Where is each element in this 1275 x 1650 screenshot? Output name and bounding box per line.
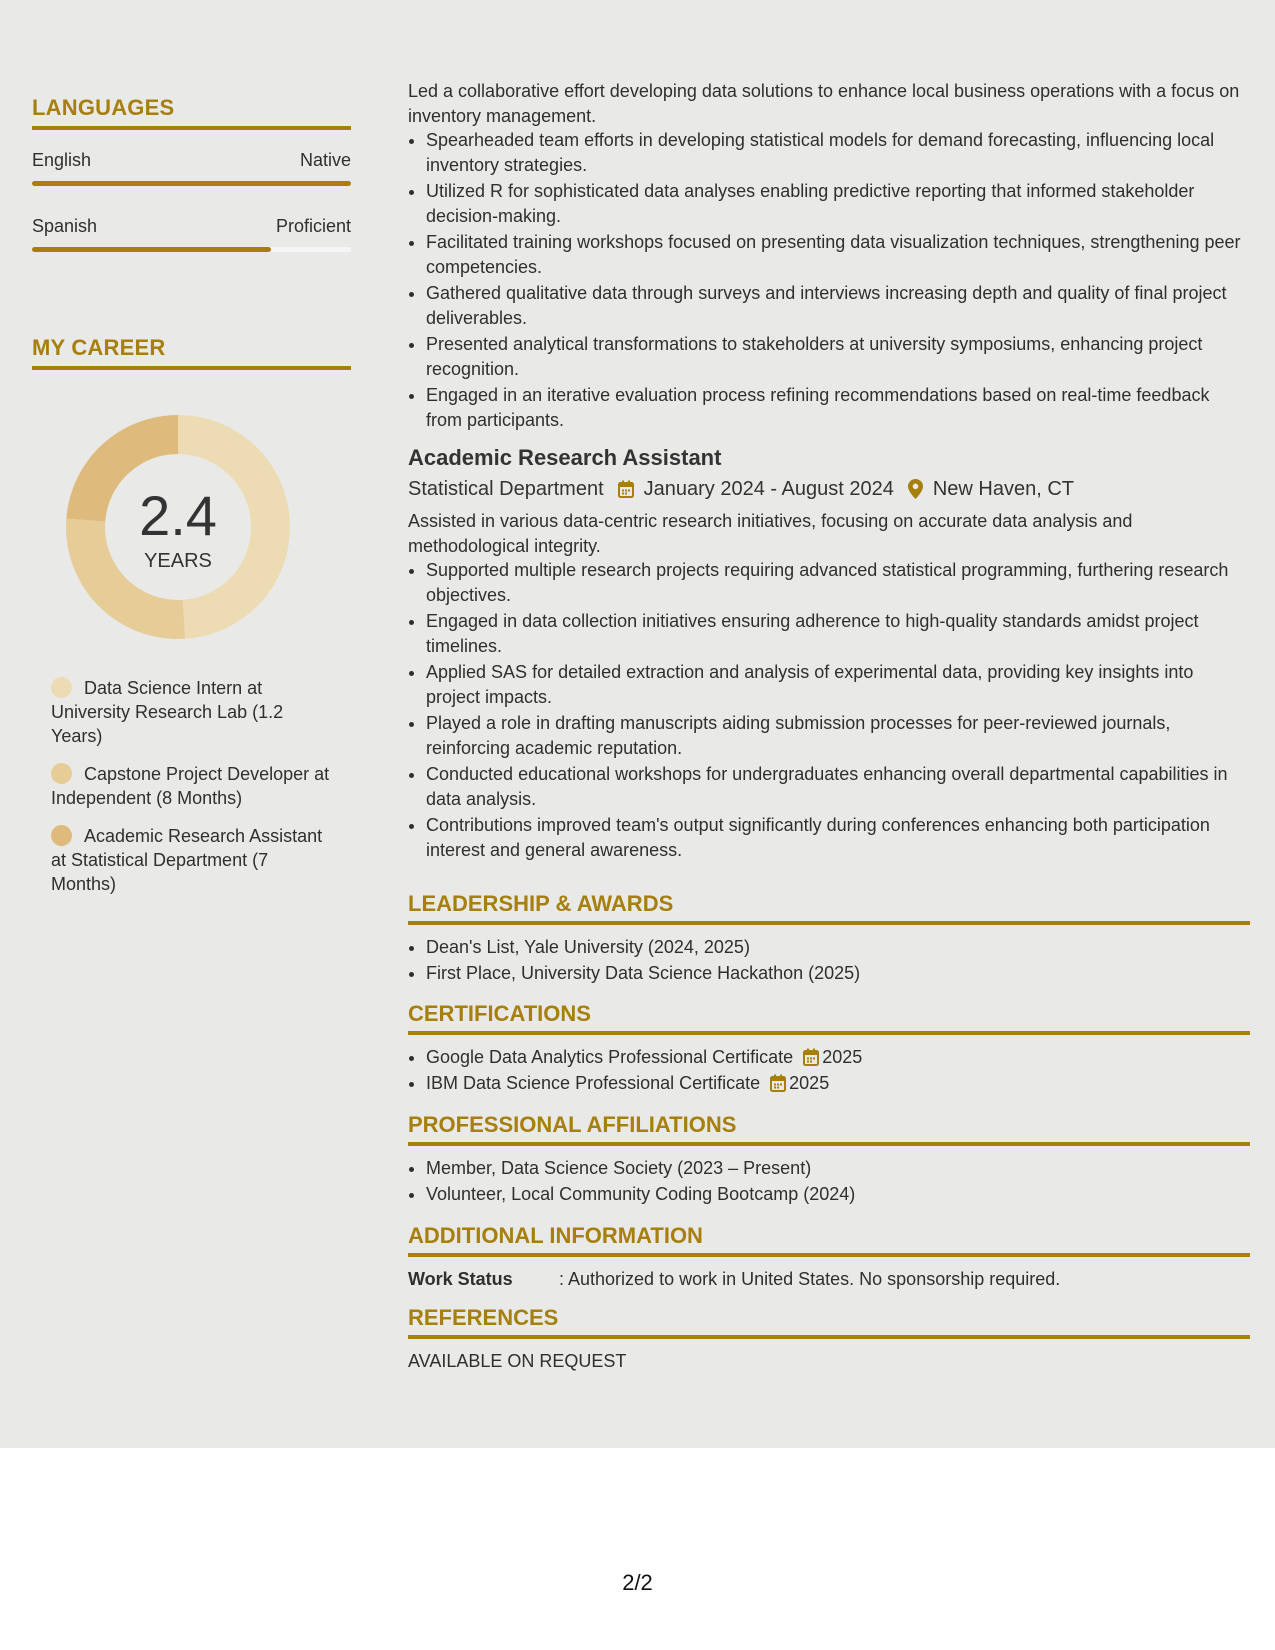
languages-title: LANGUAGES: [32, 95, 351, 130]
job-bullet: • Played a role in drafting manuscripts aiding submission processes for peer-reviewed journals, reinforcing academic reputation.: [426, 711, 1250, 760]
legend-dot: [51, 677, 72, 698]
career-legend-label: Academic Research Assistant at Statistical Department (7 Months): [51, 826, 323, 894]
references-text: AVAILABLE ON REQUEST: [408, 1350, 627, 1371]
experience-intro: Led a collaborative effort developing data solutions to enhance local business operations with a focus on inventory management.: [408, 81, 1240, 126]
career-legend-label: Data Science Intern at University Research Lab (1.2 Years): [51, 678, 284, 746]
languages-section: [32, 95, 351, 252]
work-status-value: : Authorized to work in United States. No sponsorship required.: [559, 1268, 1061, 1289]
job-bullet: • Supported multiple research projects requiring advanced statistical programming, furthering research objectives.: [426, 558, 1250, 607]
certification-name: Google Data Analytics Professional Certificate: [426, 1046, 794, 1067]
experience-bullets: [408, 128, 1250, 432]
language-level: Proficient: [275, 216, 351, 236]
experience-block: [408, 79, 1250, 864]
job-company: Statistical Department: [408, 477, 604, 500]
language-level-fill: [32, 181, 351, 186]
job-bullet: • Conducted educational workshops for undergraduates enhancing overall departmental capabilities in data analysis.: [426, 762, 1250, 811]
career-title: MY CAREER: [32, 335, 351, 370]
career-total-unit: YEARS: [144, 549, 212, 572]
language-level-bar: [32, 247, 351, 252]
job-intro: Assisted in various data-centric research initiatives, focusing on accurate data analysis and methodological integrity.: [408, 511, 1133, 556]
job-meta: [408, 477, 1250, 502]
certifications-title: CERTIFICATIONS: [408, 1002, 1250, 1035]
job-bullets: [408, 558, 1250, 862]
legend-dot: [51, 763, 72, 784]
language-level-bar: [32, 181, 351, 186]
work-status-label: Work Status: [408, 1268, 513, 1289]
affiliations-section: [408, 1113, 1250, 1209]
certification-year: 2025: [822, 1046, 863, 1067]
experience-bullet: • Utilized R for sophisticated data analyses enabling predictive reporting that informed stakeholder decision-making.: [426, 179, 1250, 228]
career-section: [32, 335, 351, 370]
award-item: • Dean's List, Yale University (2024, 2025): [426, 935, 1250, 960]
affiliations-title: PROFESSIONAL AFFILIATIONS: [408, 1113, 1250, 1146]
career-legend-item: [51, 762, 336, 810]
language-item: [32, 150, 351, 186]
career-donut-chart: [66, 415, 290, 639]
job-bullet: • Applied SAS for detailed extraction and analysis of experimental data, providing key insights into project impacts.: [426, 660, 1250, 709]
work-status-row: [408, 1267, 1250, 1292]
experience-bullet: • Gathered qualitative data through surveys and interviews increasing depth and quality of final project deliverables.: [426, 281, 1250, 330]
experience-bullet: • Presented analytical transformations to stakeholders at university symposiums, enhancing project recognition.: [426, 332, 1250, 381]
awards-title: LEADERSHIP & AWARDS: [408, 892, 1250, 925]
calendar-icon: [618, 480, 634, 498]
calendar-icon: [803, 1048, 819, 1066]
awards-section: [408, 892, 1250, 988]
language-level: Native: [299, 150, 351, 170]
references-title: REFERENCES: [408, 1306, 1250, 1339]
references-section: [408, 1306, 1250, 1373]
award-item: • First Place, University Data Science Hackathon (2025): [426, 961, 1250, 986]
career-legend-item: [51, 824, 336, 896]
certification-year: 2025: [789, 1073, 830, 1093]
experience-bullet: • Spearheaded team efforts in developing statistical models for demand forecasting, influencing local inventory strategies.: [426, 128, 1250, 177]
experience-bullet: • Facilitated training workshops focused on presenting data visualization techniques, strengthening peer competencies.: [426, 230, 1250, 279]
language-item: [32, 216, 351, 252]
career-total-value: 2.4: [139, 483, 217, 547]
page-number: 2/2: [622, 1570, 653, 1595]
experience-bullet: • Engaged in an iterative evaluation process refining recommendations based on real-time feedback from participants.: [426, 383, 1250, 432]
location-pin-icon: [908, 479, 923, 499]
career-legend-label: Capstone Project Developer at Independent (8 Months): [51, 764, 330, 808]
job-dates: January 2024 - August 2024: [643, 477, 894, 500]
certifications-section: [408, 1002, 1250, 1098]
job-title: Academic Research Assistant: [408, 445, 722, 470]
certification-item: [426, 1071, 1250, 1096]
career-legend-item: [51, 676, 336, 748]
certification-name: IBM Data Science Professional Certificate: [426, 1073, 761, 1093]
additional-section: [408, 1224, 1250, 1291]
career-legend: [51, 676, 336, 910]
legend-dot: [51, 825, 72, 846]
additional-title: ADDITIONAL INFORMATION: [408, 1224, 1250, 1257]
job-location: New Haven, CT: [932, 477, 1074, 500]
language-level-fill: [32, 247, 271, 252]
affiliation-item: • Volunteer, Local Community Coding Bootcamp (2024): [426, 1182, 1250, 1207]
language-name: English: [32, 150, 92, 170]
job-bullet: • Engaged in data collection initiatives ensuring adherence to high-quality standards amidst project timelines.: [426, 609, 1250, 658]
language-name: Spanish: [32, 216, 98, 236]
certification-item: [426, 1045, 1250, 1070]
affiliation-item: • Member, Data Science Society (2023 – Present): [426, 1156, 1250, 1181]
job-bullet: • Contributions improved team's output significantly during conferences enhancing both participation interest and general awareness.: [426, 813, 1250, 862]
calendar-icon: [770, 1074, 786, 1092]
